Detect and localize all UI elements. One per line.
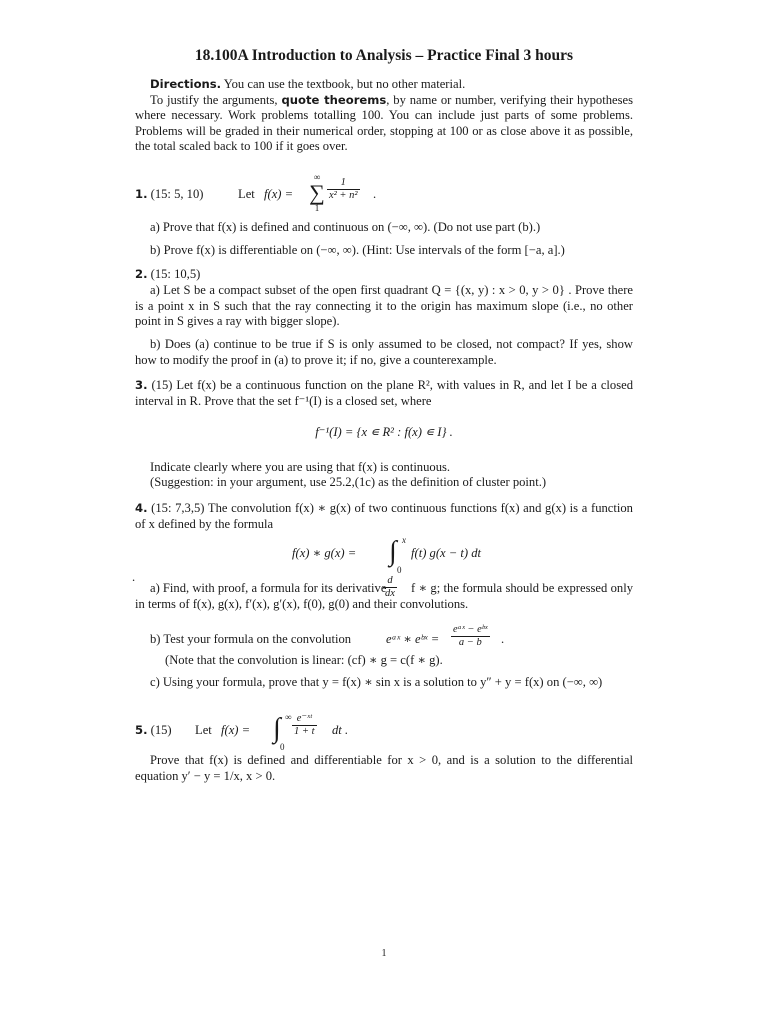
problem-4c: c) Using your formula, prove that y = f(x) ∗ sin x is a solution to y″ + y = f(x) on (−∞, ∞) [150,675,603,689]
integral-upper: x [402,535,406,545]
problem-3 [135,378,633,409]
problem-1-let: Let [238,187,255,201]
problem-1b: b) Prove f(x) is differentiable on (−∞, ∞). (Hint: Use intervals of the form [−a, a].) [150,243,565,257]
problem-5-points: (15) [150,723,172,737]
problem-4b-start: b) Test your formula on the convolution [150,632,352,646]
problem-1-sigma [307,173,327,213]
integral-upper: ∞ [285,712,292,722]
problem-4b-period: . [501,632,505,646]
sigma-lower: 1 [314,203,320,213]
problem-1-header [135,172,633,216]
problem-5-lhs: f(x) = [221,723,251,737]
problem-5-numerator: e⁻ˣᵗ [292,713,317,726]
problem-2a: a) Let S be a compact subset of the open first quadrant Q = {(x, y) : x > 0, y > 0} . Prove there is a point x in S such that the ray connecting it to the origin has maximum slope (i.e., no other point in S gives a ray with bigger slope). [135,283,633,328]
problem-3-number: 3. [135,378,148,392]
integral-lower: 0 [397,565,402,575]
sigma-upper: ∞ [313,172,321,182]
problem-3-note2: (Suggestion: in your argument, use 25.2,(1c) as the definition of cluster point.) [150,475,547,489]
problem-4a-end: f ∗ g; the formula should be expressed only in terms of f(x), g(x), f′(x), g′(x), f(0), g(0) and their convolutions. [135,581,633,611]
problem-2-points: (15: 10,5) [150,267,201,281]
problem-1-period: . [373,187,377,201]
problem-5-header [135,712,633,752]
fraction-denominator: x² + n² [329,190,358,201]
problem-1-lhs: f(x) = [264,187,294,201]
problem-5-end: dt . [332,723,349,737]
problem-4b-numerator: eᵃˣ − eᵇˣ [453,624,488,635]
exam-title: 18.100A Introduction to Analysis – Practice Final 3 hours [194,47,574,64]
problem-5-fraction [292,713,317,738]
derivative-denominator: dx [385,588,395,599]
integral-symbol: ∫ [273,713,281,744]
directions-quote-theorems: quote theorems [281,92,387,107]
problem-4 [135,501,633,532]
directions [135,77,633,155]
problem-3-formula: f⁻¹(I) = {x ∊ R² : f(x) ∊ I} . [315,425,453,439]
problem-4b-denominator: a − b [458,637,482,648]
problem-5-body: Prove that f(x) is defined and differentiable for x > 0, and is a solution to the differential equation y′ − y = 1/x, x > 0. [135,753,633,783]
directions-line1: You can use the textbook, but no other material. [223,77,466,91]
problem-1-fraction [327,177,360,202]
problem-2-header [135,267,633,283]
problem-4-dot: . [132,570,136,584]
convolution-rhs: f(t) g(x − t) dt [411,546,482,560]
problem-3-note1: Indicate clearly where you are using that f(x) is continuous. [150,460,451,474]
problem-4b-lhs: eᵃˣ ∗ eᵇˣ = [386,632,440,646]
problem-2b: b) Does (a) continue to be true if S is only assumed to be closed, not compact? If yes, show how to modify the proof in (a) to prove it; if no, give a counterexample. [135,337,633,367]
problem-1-number: 1. [135,187,148,201]
integral-lower: 0 [280,742,285,752]
directions-line2-start: To justify the arguments, [150,92,278,107]
problem-2-number: 2. [135,267,148,281]
problem-5-number: 5. [135,723,148,737]
convolution-lhs: f(x) ∗ g(x) = [292,546,357,560]
fraction-numerator: 1 [327,177,360,190]
problem-1-points: (15: 5, 10) [150,187,204,201]
problem-4b-line [135,622,633,654]
problem-4-formula [135,535,633,575]
problem-4a-start: a) Find, with proof, a formula for its derivative [150,581,387,595]
directions-label: Directions. [150,77,222,91]
problem-4-number: 4. [135,501,148,515]
directions-line2-end: , by name or number, verifying their hypotheses where necessary. Work problems totalling 100. You can include just parts of some problems. Problems will be graded in their numerical order, stopping at 100 or as close above it as possible, the total scaled back to 100 if it goes over. [135,92,633,153]
problem-5-let: Let [195,723,212,737]
problem-4-intro: (15: 7,3,5) The convolution f(x) ∗ g(x) of two continuous functions f(x) and g(x) is a function of x defined by the formula [135,501,633,531]
problem-3-intro: (15) Let f(x) be a continuous function on the plane R², with values in R, and let I be a closed interval in R. Prove that the set f⁻¹(I) is a closed set, where [135,378,634,408]
problem-5-denominator: 1 + t [294,726,315,737]
page-number: 1 [381,948,387,959]
problem-4b-note: (Note that the convolution is linear: (cf) ∗ g = c(f ∗ g). [165,653,443,667]
integral-symbol: ∫ [389,536,397,567]
problem-4b-fraction [451,624,490,649]
sigma-symbol: ∑ [309,180,325,205]
derivative-numerator: d [383,575,397,588]
problem-1a: a) Prove that f(x) is defined and continuous on (−∞, ∞). (Do not use part (b).) [150,220,541,234]
